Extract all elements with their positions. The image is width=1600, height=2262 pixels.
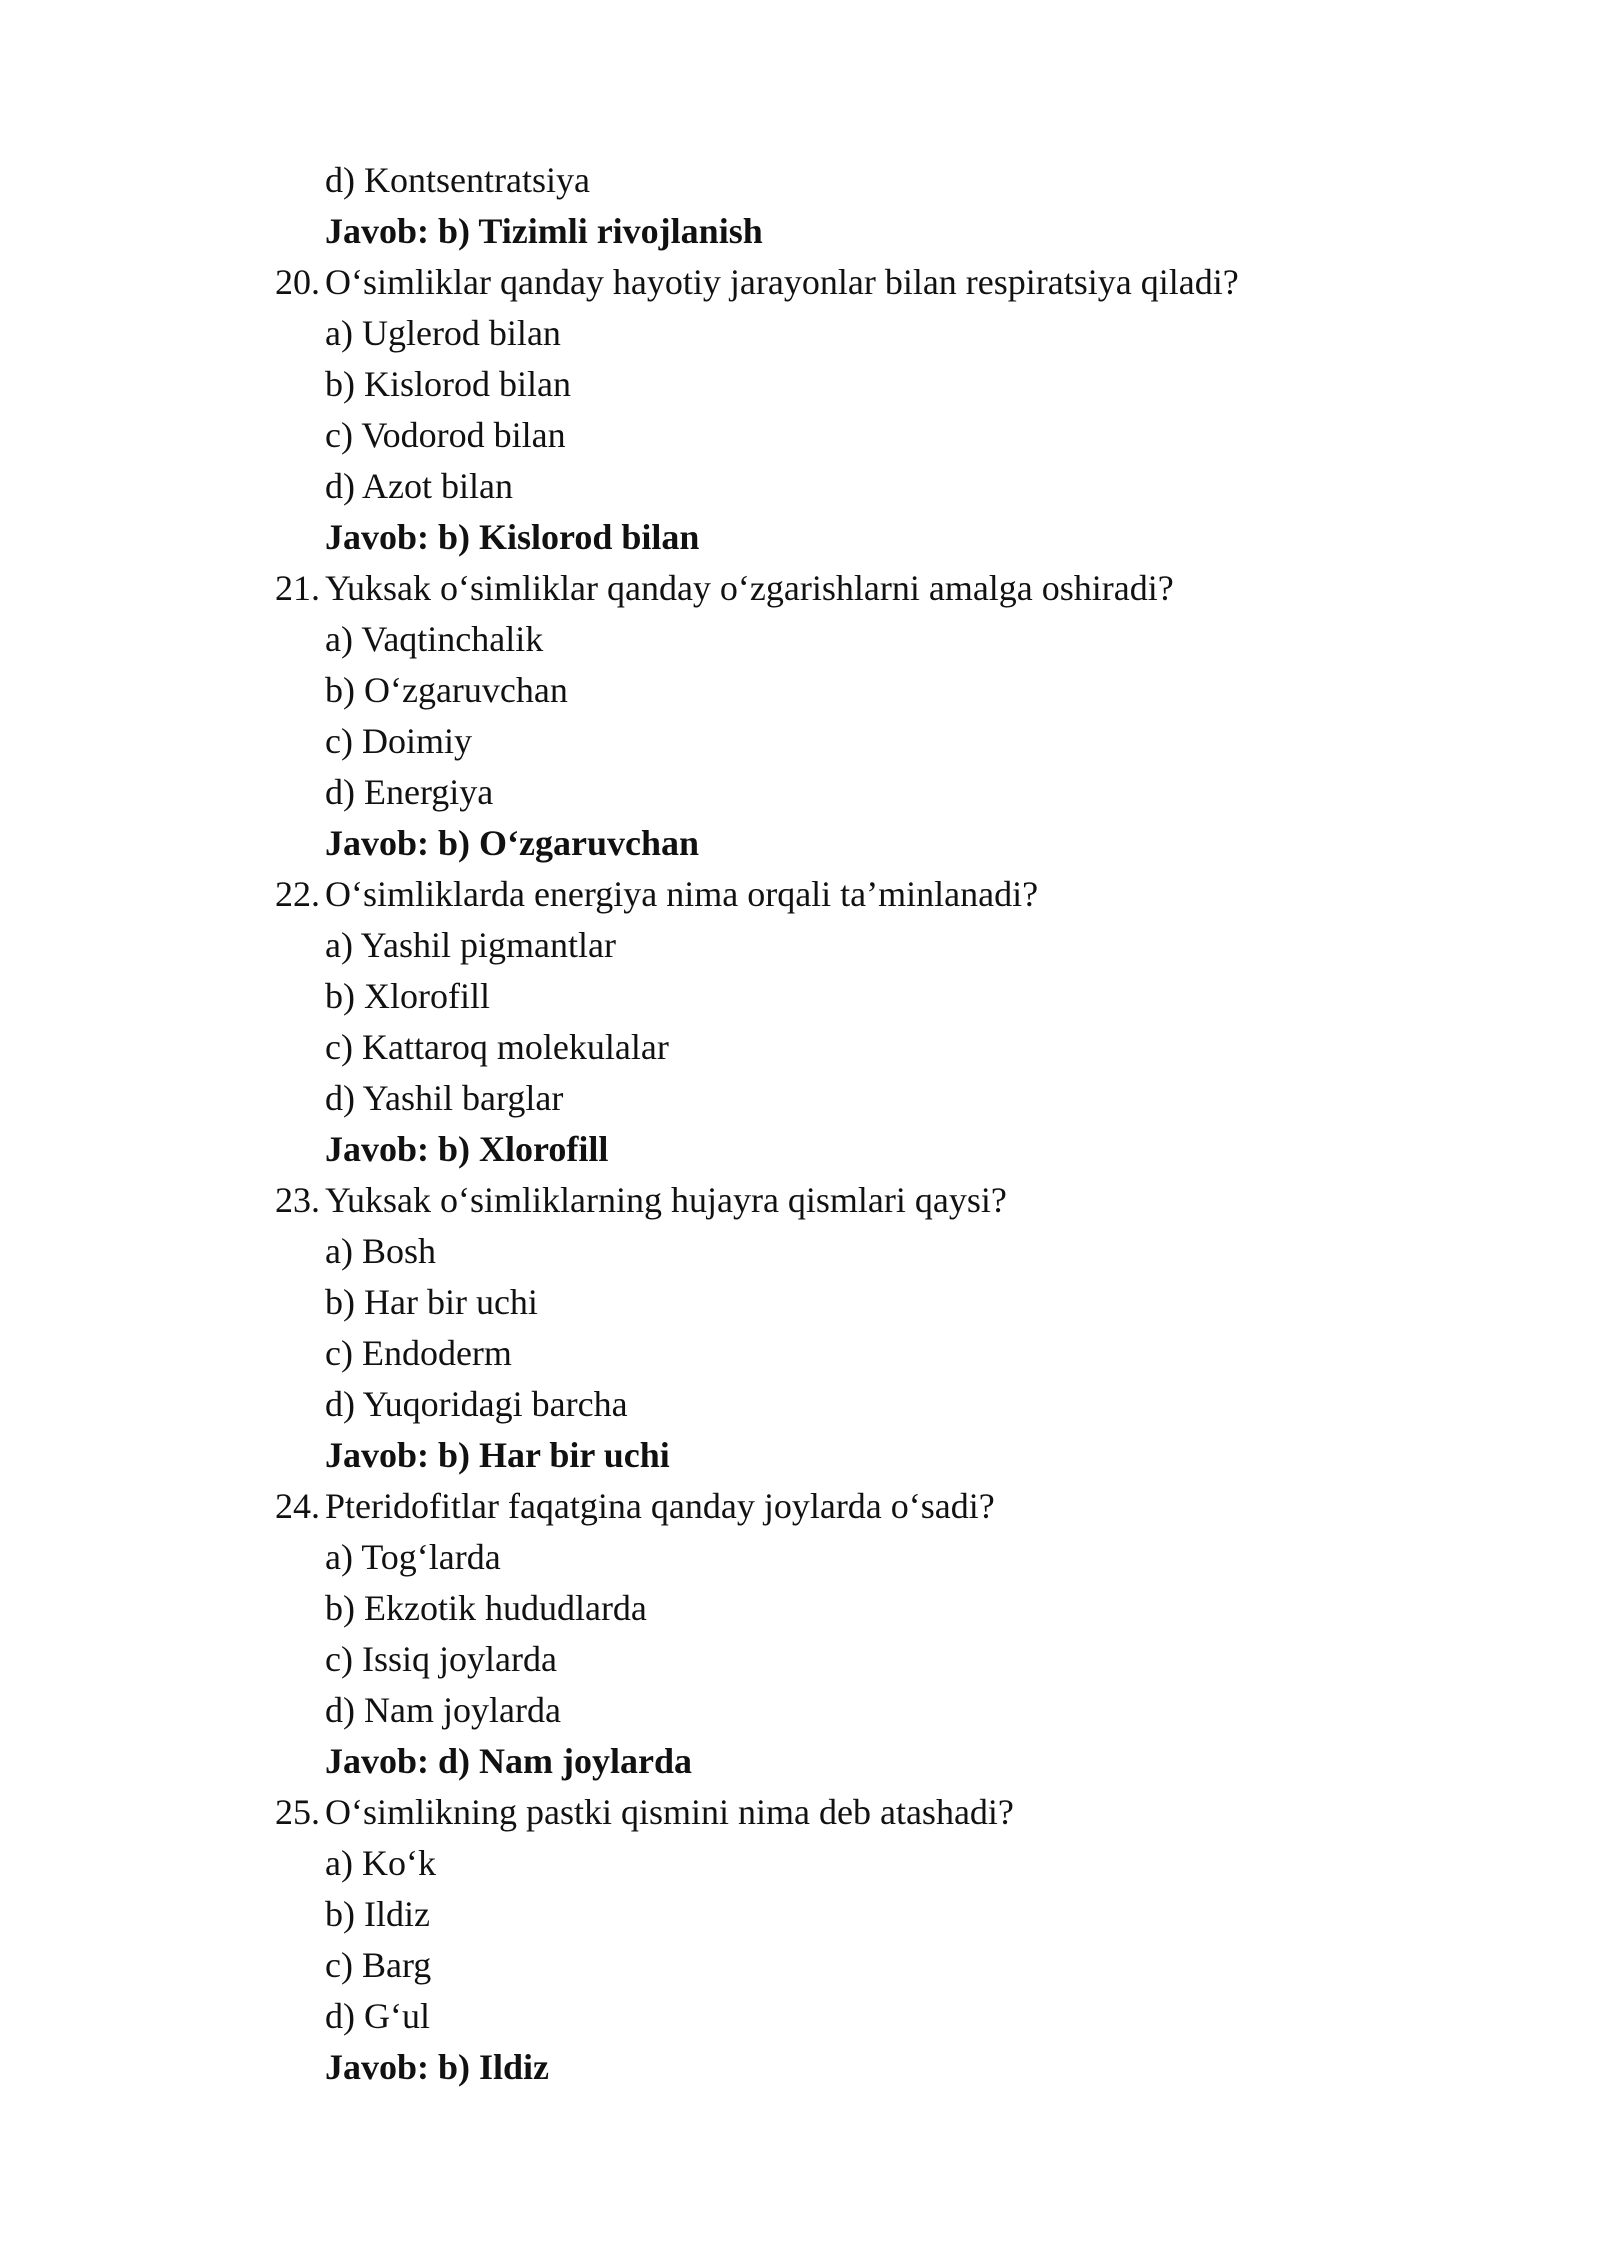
answer-line: Javob: b) Ildiz — [325, 2047, 550, 2087]
question-line — [275, 257, 1425, 308]
quiz-content — [275, 155, 1425, 2093]
question-line — [275, 869, 1425, 920]
question-line — [275, 1175, 1425, 1226]
question-number: 23. — [275, 1180, 320, 1220]
question-24 — [275, 1481, 1425, 1787]
option-c: c) Endoderm — [325, 1333, 512, 1373]
answer-line: Javob: b) Kislorod bilan — [325, 517, 700, 557]
question-22 — [275, 869, 1425, 1175]
option-d: d) G‘ul — [325, 1996, 430, 2036]
question-number: 24. — [275, 1486, 320, 1526]
option-a: a) Uglerod bilan — [325, 313, 561, 353]
option-c: c) Barg — [325, 1945, 432, 1985]
question-text: O‘simlikning pastki qismini nima deb atashadi? — [325, 1792, 1014, 1832]
option-c: c) Vodorod bilan — [325, 415, 566, 455]
question-21 — [275, 563, 1425, 869]
option-a: a) Vaqtinchalik — [325, 619, 544, 659]
question-line — [275, 1481, 1425, 1532]
option-a: a) Tog‘larda — [325, 1537, 501, 1577]
answer-line: Javob: d) Nam joylarda — [325, 1741, 692, 1781]
option-d: d) Yuqoridagi barcha — [325, 1384, 628, 1424]
answer-line: Javob: b) Tizimli rivojlanish — [325, 211, 763, 251]
option-b: b) O‘zgaruvchan — [325, 670, 568, 710]
option-a: a) Ko‘k — [325, 1843, 436, 1883]
option-b: b) Ekzotik hududlarda — [325, 1588, 647, 1628]
option-b: b) Kislorod bilan — [325, 364, 571, 404]
question-19-continuation — [275, 155, 1425, 257]
option-c: c) Kattaroq molekulalar — [325, 1027, 669, 1067]
question-text: O‘simliklarda energiya nima orqali ta’minlanadi? — [325, 874, 1039, 914]
option-b: b) Xlorofill — [325, 976, 490, 1016]
question-25 — [275, 1787, 1425, 2093]
option-d: d) Nam joylarda — [325, 1690, 561, 1730]
option-a: a) Yashil pigmantlar — [325, 925, 616, 965]
option-c: c) Issiq joylarda — [325, 1639, 557, 1679]
answer-line: Javob: b) O‘zgaruvchan — [325, 823, 700, 863]
question-line — [275, 1787, 1425, 1838]
answer-line: Javob: b) Har bir uchi — [325, 1435, 670, 1475]
question-23 — [275, 1175, 1425, 1481]
question-text: Yuksak o‘simliklar qanday o‘zgarishlarni amalga oshiradi? — [325, 568, 1174, 608]
question-20 — [275, 257, 1425, 563]
option-c: c) Doimiy — [325, 721, 472, 761]
question-text: Pteridofitlar faqatgina qanday joylarda o‘sadi? — [325, 1486, 995, 1526]
option-b: b) Ildiz — [325, 1894, 430, 1934]
question-number: 20. — [275, 262, 320, 302]
question-number: 21. — [275, 568, 320, 608]
option-b: b) Har bir uchi — [325, 1282, 538, 1322]
option-d: d) Energiya — [325, 772, 494, 812]
question-number: 22. — [275, 874, 320, 914]
question-text: Yuksak o‘simliklarning hujayra qismlari qaysi? — [325, 1180, 1007, 1220]
question-text: O‘simliklar qanday hayotiy jarayonlar bilan respiratsiya qiladi? — [325, 262, 1239, 302]
question-number: 25. — [275, 1792, 320, 1832]
question-line — [275, 563, 1425, 614]
option-d: d) Yashil barglar — [325, 1078, 564, 1118]
option-a: a) Bosh — [325, 1231, 436, 1271]
answer-line: Javob: b) Xlorofill — [325, 1129, 609, 1169]
option-d: d) Azot bilan — [325, 466, 513, 506]
option-d: d) Kontsentratsiya — [325, 160, 590, 200]
